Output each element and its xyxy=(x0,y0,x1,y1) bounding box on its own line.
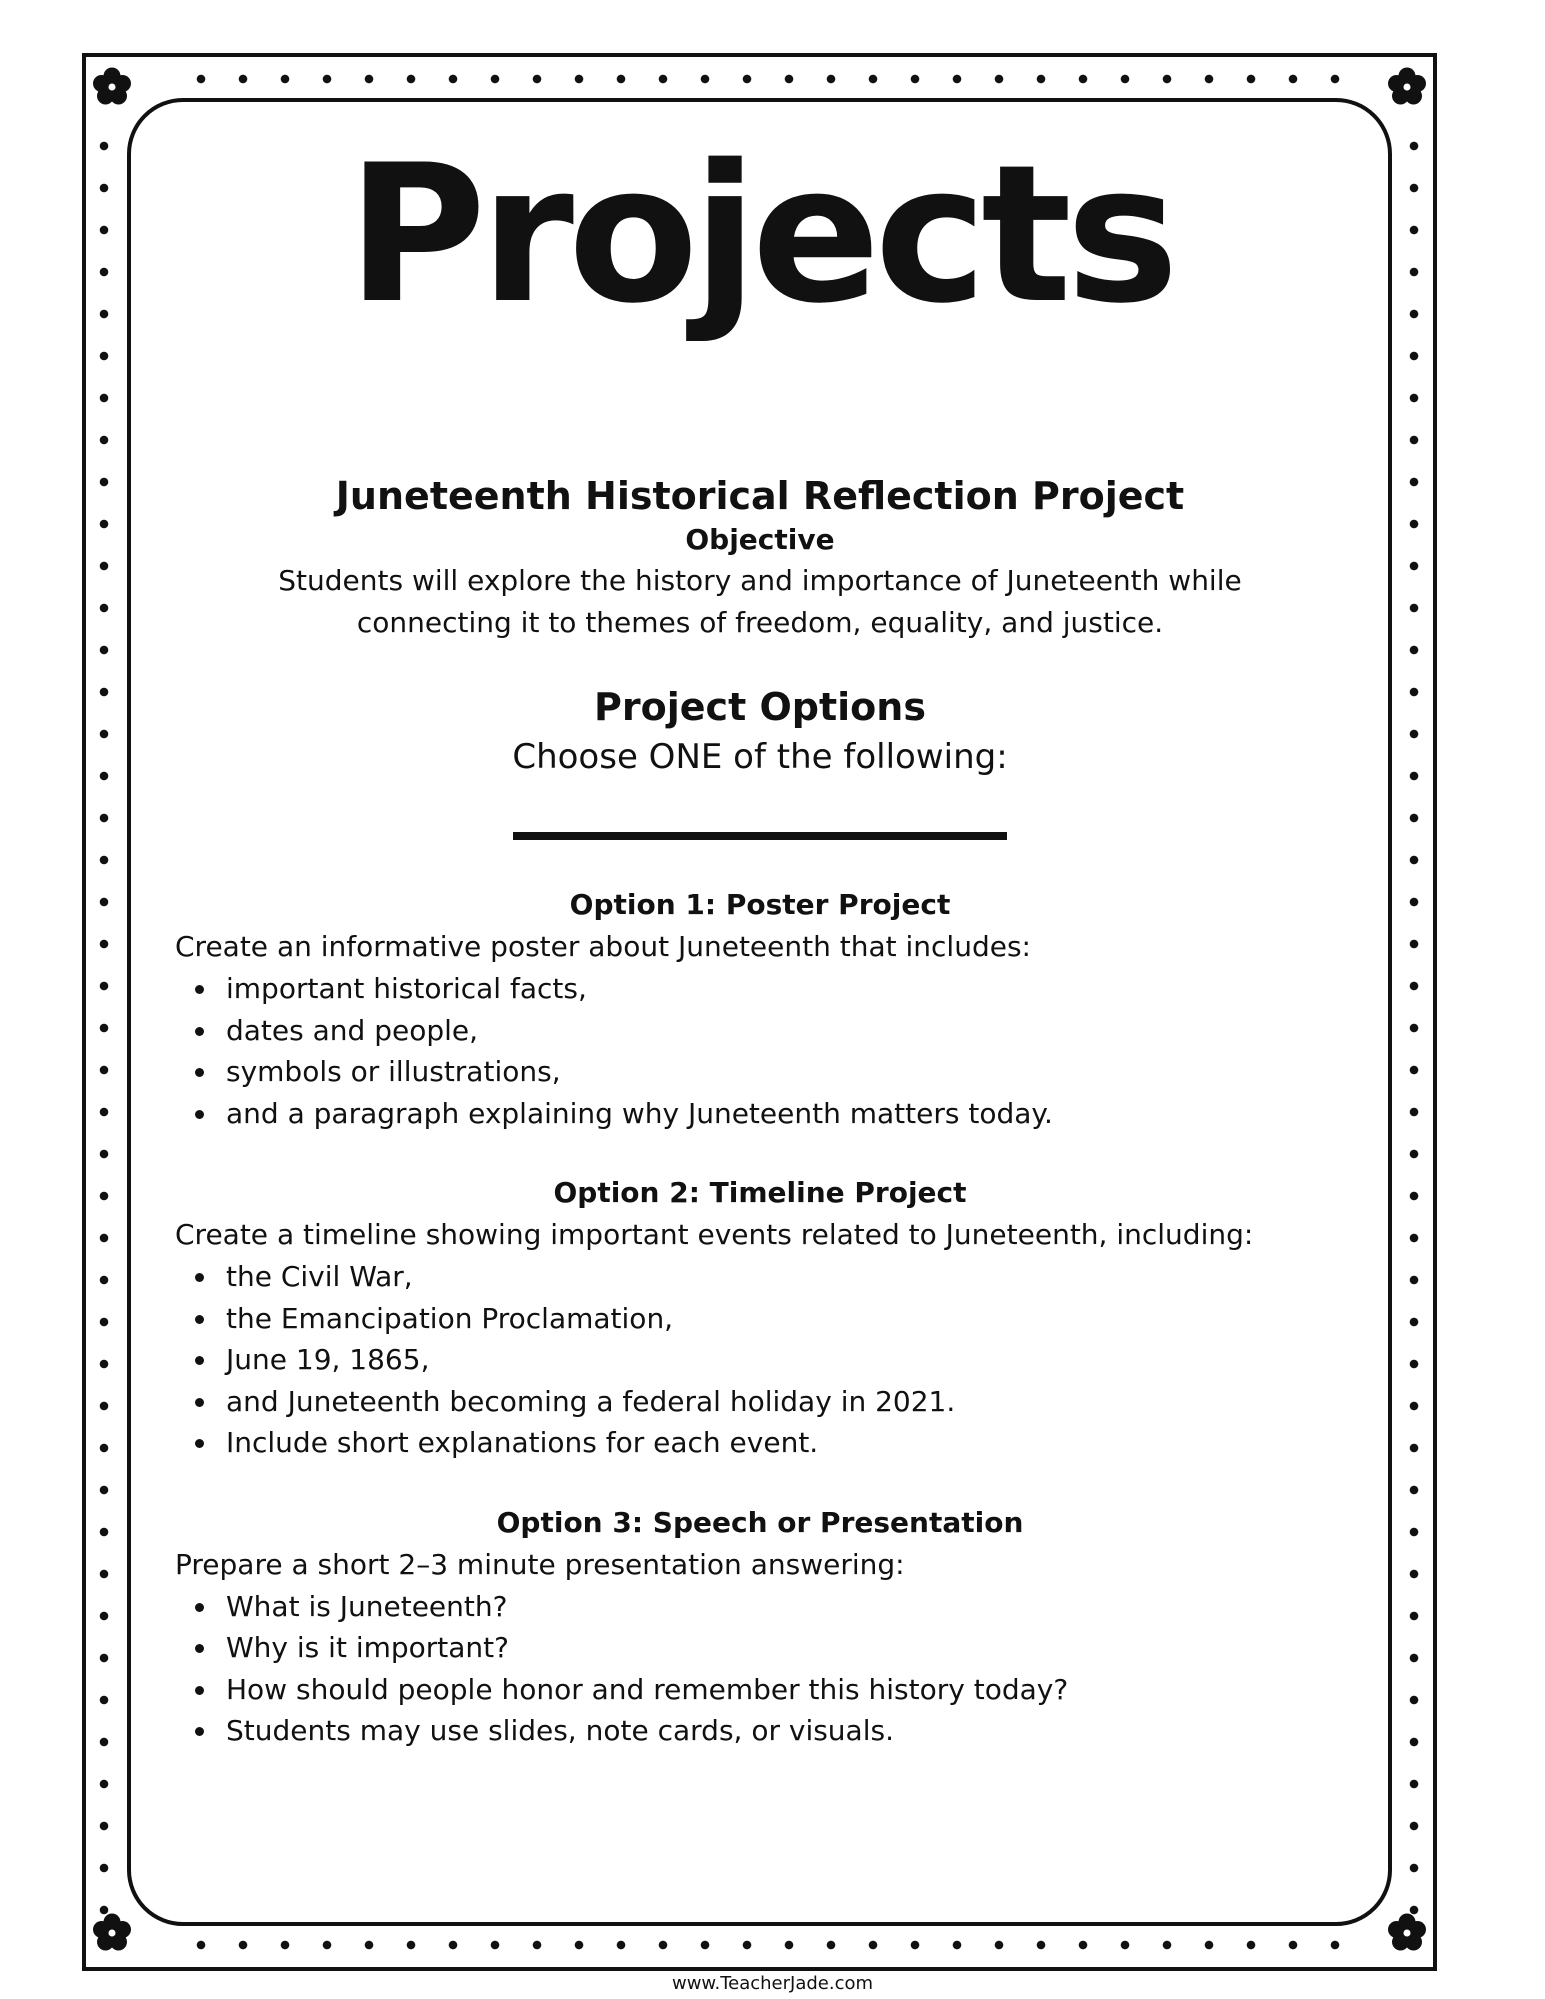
right-dot-border xyxy=(1409,125,1419,1915)
list-item: Why is it important? xyxy=(226,1627,1345,1669)
project-title: Juneteenth Historical Reflection Project xyxy=(335,474,1185,518)
option-3-heading: Option 3: Speech or Presentation xyxy=(496,1505,1024,1539)
option-2 xyxy=(175,1172,1345,1464)
option-2-list xyxy=(175,1256,1345,1464)
flower-icon xyxy=(91,66,133,108)
list-item: symbols or illustrations, xyxy=(226,1051,1345,1093)
option-2-intro: Create a timeline showing important events related to Juneteenth, including: xyxy=(175,1218,1254,1251)
section-divider xyxy=(513,832,1007,840)
option-3-list xyxy=(175,1586,1345,1752)
option-1 xyxy=(175,884,1345,1134)
left-dot-border xyxy=(99,125,109,1915)
list-item: How should people honor and remember this history today? xyxy=(226,1669,1345,1711)
option-3 xyxy=(175,1502,1345,1752)
list-item: the Civil War, xyxy=(226,1256,1345,1298)
worksheet-content xyxy=(175,120,1345,1752)
list-item: Students may use slides, note cards, or visuals. xyxy=(226,1710,1345,1752)
option-1-list xyxy=(175,968,1345,1134)
option-1-heading: Option 1: Poster Project xyxy=(569,888,951,921)
flower-icon xyxy=(1386,1912,1428,1954)
list-item: What is Juneteenth? xyxy=(226,1586,1345,1628)
flower-icon xyxy=(91,1912,133,1954)
list-item: and Juneteenth becoming a federal holiday in 2021. xyxy=(226,1381,1345,1423)
list-item: important historical facts, xyxy=(226,968,1345,1010)
option-3-intro: Prepare a short 2–3 minute presentation answering: xyxy=(175,1547,905,1581)
choose-instruction: Choose ONE of the following: xyxy=(512,737,1008,777)
flower-icon xyxy=(1386,66,1428,108)
top-dot-border xyxy=(180,74,1340,84)
option-1-intro: Create an informative poster about Juneteenth that includes: xyxy=(175,930,1031,963)
list-item: Include short explanations for each event. xyxy=(226,1422,1345,1464)
list-item: and a paragraph explaining why Juneteenth matters today. xyxy=(226,1093,1345,1135)
bottom-dot-border xyxy=(180,1940,1340,1950)
objective-label: Objective xyxy=(685,523,835,556)
website-footer: www.TeacherJade.com xyxy=(671,1973,874,1994)
objective-text: Students will explore the history and importance of Juneteenth while connecting it to themes of freedom, equality, and justice. xyxy=(278,564,1242,639)
page-title: Projects xyxy=(346,124,1174,345)
list-item: June 19, 1865, xyxy=(226,1339,1345,1381)
list-item: the Emancipation Proclamation, xyxy=(226,1298,1345,1340)
list-item: dates and people, xyxy=(226,1010,1345,1052)
project-options-title: Project Options xyxy=(594,685,926,729)
option-2-heading: Option 2: Timeline Project xyxy=(553,1176,967,1209)
